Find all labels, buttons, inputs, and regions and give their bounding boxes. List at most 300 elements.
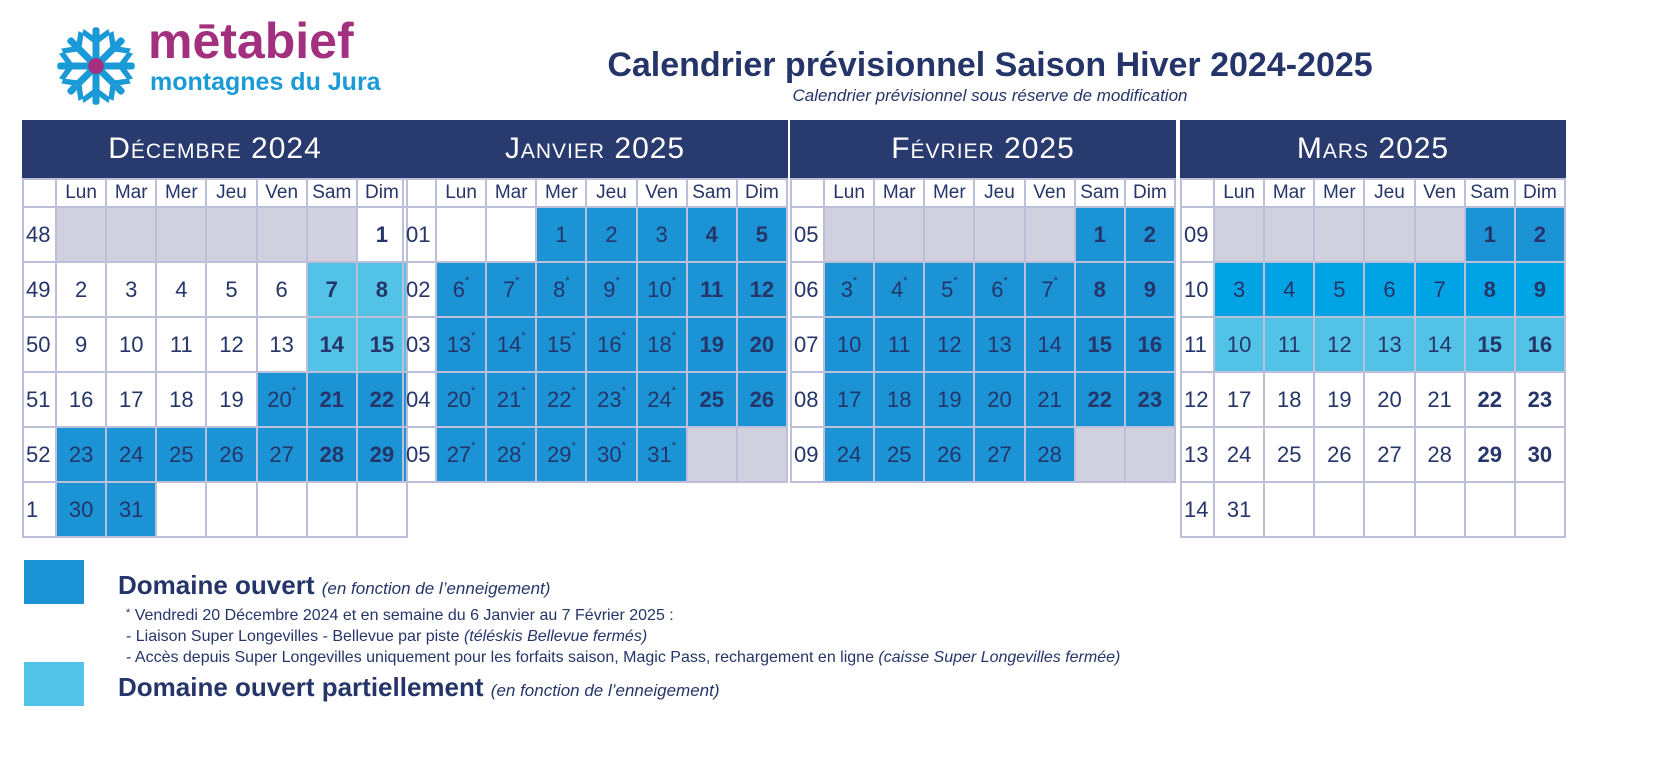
day-cell: 10 bbox=[106, 317, 156, 372]
weekday-header: Dim bbox=[357, 179, 407, 207]
day-cell: 27 bbox=[974, 427, 1024, 482]
day-cell: 2 bbox=[1515, 207, 1565, 262]
weekday-header: Lun bbox=[824, 179, 874, 207]
day-cell: 17 bbox=[1214, 372, 1264, 427]
day-cell: 23 bbox=[1125, 372, 1175, 427]
day-cell: 29 bbox=[357, 427, 407, 482]
weekday-header: Lun bbox=[56, 179, 106, 207]
day-cell bbox=[924, 262, 974, 317]
day-star-mark: * bbox=[291, 384, 297, 397]
weekday-header: Jeu bbox=[586, 179, 636, 207]
weekday-header: Mar bbox=[874, 179, 924, 207]
month-grid bbox=[402, 178, 788, 483]
day-cell: 2 bbox=[56, 262, 106, 317]
month-calendar bbox=[1180, 120, 1566, 538]
day-cell: 21 bbox=[1025, 372, 1075, 427]
day-cell: 10 bbox=[1214, 317, 1264, 372]
day-star-mark: * bbox=[671, 439, 677, 452]
day-cell: 16 bbox=[56, 372, 106, 427]
day-cell bbox=[824, 207, 874, 262]
weekday-header: Dim bbox=[1125, 179, 1175, 207]
month-calendar bbox=[790, 120, 1176, 483]
day-star-mark: * bbox=[853, 274, 858, 287]
week-number: 09 bbox=[791, 427, 824, 482]
legend-partial-note: (en fonction de l’enneigement) bbox=[490, 681, 720, 700]
day-cell bbox=[536, 317, 586, 372]
day-star-mark: * bbox=[465, 274, 470, 287]
week-number: 08 bbox=[791, 372, 824, 427]
day-cell: 18 bbox=[1264, 372, 1314, 427]
day-star-mark: * bbox=[565, 274, 570, 287]
weekday-header: Dim bbox=[1515, 179, 1565, 207]
day-cell: 24 bbox=[1214, 427, 1264, 482]
day-cell bbox=[536, 427, 586, 482]
day-cell: 19 bbox=[924, 372, 974, 427]
week-number: 51 bbox=[23, 372, 56, 427]
day-cell: 2 bbox=[586, 207, 636, 262]
day-star-mark: * bbox=[615, 274, 620, 287]
day-cell bbox=[156, 207, 206, 262]
day-cell: 10 bbox=[824, 317, 874, 372]
legend-open-title: Domaine ouvert bbox=[118, 570, 315, 600]
day-number: 5 bbox=[941, 276, 954, 302]
day-cell bbox=[1465, 482, 1515, 537]
day-cell: 15 bbox=[357, 317, 407, 372]
day-number: 8 bbox=[553, 276, 566, 302]
legend-partial bbox=[118, 672, 719, 703]
day-cell: 6 bbox=[257, 262, 307, 317]
day-cell: 13 bbox=[257, 317, 307, 372]
day-cell bbox=[56, 207, 106, 262]
weekday-header: Mar bbox=[106, 179, 156, 207]
week-row bbox=[403, 262, 787, 317]
day-number: 24 bbox=[647, 386, 672, 412]
week-row bbox=[1181, 372, 1565, 427]
day-cell bbox=[436, 317, 486, 372]
day-number: 16 bbox=[597, 331, 622, 357]
day-cell: 15 bbox=[1075, 317, 1125, 372]
day-cell: 3 bbox=[637, 207, 687, 262]
day-cell: 25 bbox=[156, 427, 206, 482]
day-cell: 14 bbox=[307, 317, 357, 372]
day-cell: 7 bbox=[1415, 262, 1465, 317]
legend-open-note: (en fonction de l’enneigement) bbox=[321, 579, 551, 598]
week-number: 10 bbox=[1181, 262, 1214, 317]
day-cell bbox=[486, 262, 536, 317]
day-cell: 28 bbox=[1025, 427, 1075, 482]
day-star-mark: * bbox=[1053, 274, 1058, 287]
day-cell: 29 bbox=[1465, 427, 1515, 482]
day-cell: 12 bbox=[737, 262, 787, 317]
legend-open-swatch bbox=[24, 560, 84, 604]
page-title: Calendrier prévisionnel Saison Hiver 2024-2025 bbox=[607, 46, 1373, 84]
day-number: 31 bbox=[647, 441, 672, 467]
month-title: Janvier 2025 bbox=[402, 120, 788, 178]
day-cell: 23 bbox=[1515, 372, 1565, 427]
weekday-header: Mar bbox=[1264, 179, 1314, 207]
note-1-text: Vendredi 20 Décembre 2024 et en semaine du 6 Janvier au 7 Février 2025 : bbox=[134, 607, 674, 624]
day-cell: 19 bbox=[206, 372, 256, 427]
week-number: 14 bbox=[1181, 482, 1214, 537]
week-number: 04 bbox=[403, 372, 436, 427]
day-cell: 12 bbox=[924, 317, 974, 372]
day-cell: 28 bbox=[1415, 427, 1465, 482]
page-subtitle: Calendrier prévisionnel sous réserve de modification bbox=[792, 86, 1188, 105]
day-cell: 11 bbox=[874, 317, 924, 372]
note-2-text: - Liaison Super Longevilles - Bellevue par piste bbox=[126, 628, 464, 645]
weekday-header: Sam bbox=[307, 179, 357, 207]
day-star-mark: * bbox=[953, 274, 958, 287]
day-number: 6 bbox=[991, 276, 1004, 302]
weekday-header: Lun bbox=[1214, 179, 1264, 207]
day-cell: 19 bbox=[1314, 372, 1364, 427]
weekday-header: Sam bbox=[1075, 179, 1125, 207]
day-cell: 6 bbox=[1364, 262, 1414, 317]
day-star-mark: * bbox=[471, 329, 476, 342]
day-star-mark: * bbox=[621, 439, 626, 452]
day-star-mark: * bbox=[521, 439, 526, 452]
day-cell bbox=[1075, 427, 1125, 482]
weekday-header-row bbox=[403, 179, 787, 207]
day-cell bbox=[436, 427, 486, 482]
week-number: 06 bbox=[791, 262, 824, 317]
note-3-italic: (caisse Super Longevilles fermée) bbox=[878, 649, 1121, 666]
week-row bbox=[791, 372, 1175, 427]
week-number: 01 bbox=[403, 207, 436, 262]
week-number: 48 bbox=[23, 207, 56, 262]
day-cell: 24 bbox=[824, 427, 874, 482]
day-cell bbox=[436, 372, 486, 427]
day-star-mark: * bbox=[903, 274, 908, 287]
day-cell bbox=[1515, 482, 1565, 537]
day-cell bbox=[486, 427, 536, 482]
day-cell: 3 bbox=[106, 262, 156, 317]
day-cell: 5 bbox=[206, 262, 256, 317]
day-number: 10 bbox=[647, 276, 672, 302]
week-row bbox=[23, 207, 407, 262]
month-title: Mars 2025 bbox=[1180, 120, 1566, 178]
weekday-header: Ven bbox=[1025, 179, 1075, 207]
day-cell bbox=[586, 372, 636, 427]
day-cell: 26 bbox=[924, 427, 974, 482]
day-star-mark: * bbox=[471, 439, 476, 452]
weekday-header: Jeu bbox=[974, 179, 1024, 207]
day-number: 18 bbox=[647, 331, 672, 357]
weekday-header-corner bbox=[791, 179, 824, 207]
week-number: 49 bbox=[23, 262, 56, 317]
note-line-3 bbox=[126, 647, 1120, 668]
week-row bbox=[1181, 427, 1565, 482]
week-number: 05 bbox=[403, 427, 436, 482]
day-cell bbox=[1415, 482, 1465, 537]
day-cell bbox=[206, 207, 256, 262]
day-cell: 1 bbox=[1465, 207, 1515, 262]
day-cell bbox=[1025, 207, 1075, 262]
day-cell bbox=[974, 207, 1024, 262]
day-cell: 25 bbox=[687, 372, 737, 427]
day-cell: 12 bbox=[206, 317, 256, 372]
week-row bbox=[403, 372, 787, 427]
week-row bbox=[1181, 482, 1565, 537]
day-cell bbox=[1314, 207, 1364, 262]
weekday-header-row bbox=[791, 179, 1175, 207]
day-cell bbox=[1264, 482, 1314, 537]
day-cell bbox=[637, 427, 687, 482]
day-cell: 1 bbox=[1075, 207, 1125, 262]
weekday-header: Mer bbox=[156, 179, 206, 207]
week-number: 11 bbox=[1181, 317, 1214, 372]
day-cell: 14 bbox=[1025, 317, 1075, 372]
note-2-italic: (téléskis Bellevue fermés) bbox=[463, 628, 648, 645]
day-star-mark: * bbox=[671, 329, 677, 342]
day-number: 20 bbox=[267, 386, 292, 412]
day-cell: 24 bbox=[106, 427, 156, 482]
weekday-header-corner bbox=[1181, 179, 1214, 207]
day-number: 15 bbox=[546, 331, 572, 357]
day-cell: 25 bbox=[1264, 427, 1314, 482]
weekday-header: Mer bbox=[536, 179, 586, 207]
day-cell bbox=[1214, 207, 1264, 262]
weekday-header: Sam bbox=[1465, 179, 1515, 207]
day-number: 30 bbox=[597, 441, 622, 467]
day-cell: 4 bbox=[1264, 262, 1314, 317]
note-3-text: - Accès depuis Super Longevilles uniquement pour les forfaits saison, Magic Pass, rechargement en ligne bbox=[126, 649, 879, 666]
note-star: * bbox=[126, 607, 131, 619]
day-cell: 13 bbox=[974, 317, 1024, 372]
week-row bbox=[1181, 317, 1565, 372]
logo-subtitle: montagnes du Jura bbox=[150, 68, 381, 96]
day-cell: 30 bbox=[1515, 427, 1565, 482]
week-row bbox=[1181, 262, 1565, 317]
day-number: 7 bbox=[502, 276, 516, 302]
weekday-header: Mer bbox=[924, 179, 974, 207]
day-number: 14 bbox=[496, 331, 522, 357]
day-number: 4 bbox=[890, 276, 904, 302]
day-cell bbox=[1025, 262, 1075, 317]
weekday-header-row bbox=[1181, 179, 1565, 207]
day-cell: 11 bbox=[156, 317, 206, 372]
day-star-mark: * bbox=[571, 384, 576, 397]
day-cell bbox=[924, 207, 974, 262]
day-star-mark: * bbox=[521, 329, 526, 342]
day-cell bbox=[486, 372, 536, 427]
day-star-mark: * bbox=[515, 274, 520, 287]
day-cell: 4 bbox=[156, 262, 206, 317]
day-star-mark: * bbox=[671, 274, 677, 287]
day-cell: 26 bbox=[206, 427, 256, 482]
day-cell: 1 bbox=[536, 207, 586, 262]
weekday-header-row bbox=[23, 179, 407, 207]
day-number: 3 bbox=[840, 276, 854, 302]
day-cell: 22 bbox=[1465, 372, 1515, 427]
day-cell bbox=[637, 262, 687, 317]
weekday-header: Jeu bbox=[206, 179, 256, 207]
day-cell bbox=[436, 262, 486, 317]
day-cell bbox=[257, 207, 307, 262]
day-cell: 30 bbox=[56, 482, 106, 537]
day-cell: 8 bbox=[357, 262, 407, 317]
day-cell: 5 bbox=[737, 207, 787, 262]
week-number: 12 bbox=[1181, 372, 1214, 427]
day-cell: 15 bbox=[1465, 317, 1515, 372]
day-cell bbox=[586, 262, 636, 317]
week-row bbox=[791, 207, 1175, 262]
day-cell: 20 bbox=[1364, 372, 1414, 427]
day-cell: 4 bbox=[687, 207, 737, 262]
day-cell bbox=[1364, 207, 1414, 262]
day-cell bbox=[156, 482, 206, 537]
weekday-header-corner bbox=[23, 179, 56, 207]
day-cell: 26 bbox=[737, 372, 787, 427]
day-cell: 23 bbox=[56, 427, 106, 482]
week-number: 1 bbox=[23, 482, 56, 537]
day-cell bbox=[307, 482, 357, 537]
day-number: 29 bbox=[546, 441, 572, 467]
day-cell: 9 bbox=[56, 317, 106, 372]
legend-open bbox=[118, 570, 550, 601]
day-cell: 5 bbox=[1314, 262, 1364, 317]
month-title: Février 2025 bbox=[790, 120, 1176, 178]
day-number: 6 bbox=[452, 276, 466, 302]
note-line-2 bbox=[126, 626, 1120, 647]
weekday-header: Jeu bbox=[1364, 179, 1414, 207]
day-cell: 14 bbox=[1415, 317, 1465, 372]
day-cell bbox=[357, 482, 407, 537]
day-cell: 3 bbox=[1214, 262, 1264, 317]
month-calendar bbox=[22, 120, 408, 538]
day-cell bbox=[874, 262, 924, 317]
day-cell bbox=[586, 317, 636, 372]
logo-name: mētabief bbox=[148, 13, 354, 69]
day-cell: 17 bbox=[824, 372, 874, 427]
day-cell bbox=[1364, 482, 1414, 537]
day-cell: 12 bbox=[1314, 317, 1364, 372]
day-number: 27 bbox=[446, 441, 472, 467]
day-number: 20 bbox=[446, 386, 472, 412]
day-cell bbox=[1415, 207, 1465, 262]
weekday-header: Mer bbox=[1314, 179, 1364, 207]
day-cell bbox=[536, 262, 586, 317]
snowflake-icon bbox=[52, 22, 140, 110]
day-cell: 31 bbox=[1214, 482, 1264, 537]
day-cell: 17 bbox=[106, 372, 156, 427]
weekday-header-corner bbox=[403, 179, 436, 207]
day-cell: 28 bbox=[307, 427, 357, 482]
day-cell: 16 bbox=[1515, 317, 1565, 372]
legend-partial-title: Domaine ouvert partiellement bbox=[118, 672, 484, 702]
day-cell: 1 bbox=[357, 207, 407, 262]
month-grid bbox=[790, 178, 1176, 483]
day-cell bbox=[486, 207, 536, 262]
day-cell: 21 bbox=[307, 372, 357, 427]
day-cell: 26 bbox=[1314, 427, 1364, 482]
day-star-mark: * bbox=[571, 439, 576, 452]
day-cell bbox=[1125, 427, 1175, 482]
month-title: Décembre 2024 bbox=[22, 120, 408, 178]
month-grid bbox=[22, 178, 408, 538]
day-cell bbox=[1314, 482, 1364, 537]
day-cell: 2 bbox=[1125, 207, 1175, 262]
week-row bbox=[23, 482, 407, 537]
day-cell bbox=[536, 372, 586, 427]
day-cell bbox=[206, 482, 256, 537]
day-cell: 22 bbox=[1075, 372, 1125, 427]
day-cell bbox=[874, 207, 924, 262]
day-cell bbox=[737, 427, 787, 482]
week-number: 05 bbox=[791, 207, 824, 262]
weekday-header: Ven bbox=[1415, 179, 1465, 207]
day-cell: 22 bbox=[357, 372, 407, 427]
week-row bbox=[791, 262, 1175, 317]
day-cell bbox=[974, 262, 1024, 317]
day-cell: 16 bbox=[1125, 317, 1175, 372]
day-cell: 31 bbox=[106, 482, 156, 537]
weekday-header: Lun bbox=[436, 179, 486, 207]
day-cell bbox=[436, 207, 486, 262]
week-row bbox=[23, 372, 407, 427]
day-cell: 19 bbox=[687, 317, 737, 372]
day-cell: 25 bbox=[874, 427, 924, 482]
weekday-header: Ven bbox=[257, 179, 307, 207]
day-cell: 9 bbox=[1515, 262, 1565, 317]
week-row bbox=[1181, 207, 1565, 262]
week-number: 02 bbox=[403, 262, 436, 317]
day-number: 21 bbox=[496, 386, 522, 412]
week-number: 09 bbox=[1181, 207, 1214, 262]
day-cell: 21 bbox=[1415, 372, 1465, 427]
day-cell: 20 bbox=[737, 317, 787, 372]
week-row bbox=[23, 317, 407, 372]
day-cell: 8 bbox=[1075, 262, 1125, 317]
week-row bbox=[403, 427, 787, 482]
month-calendar bbox=[402, 120, 788, 483]
day-number: 13 bbox=[446, 331, 472, 357]
week-row bbox=[403, 317, 787, 372]
week-row bbox=[403, 207, 787, 262]
week-row bbox=[23, 427, 407, 482]
day-star-mark: * bbox=[621, 329, 626, 342]
day-cell: 11 bbox=[687, 262, 737, 317]
day-star-mark: * bbox=[471, 384, 476, 397]
week-number: 13 bbox=[1181, 427, 1214, 482]
day-cell: 18 bbox=[874, 372, 924, 427]
day-number: 28 bbox=[496, 441, 522, 467]
week-number: 50 bbox=[23, 317, 56, 372]
weekday-header: Mar bbox=[486, 179, 536, 207]
legend-partial-swatch bbox=[24, 662, 84, 706]
day-cell bbox=[637, 317, 687, 372]
week-row bbox=[791, 317, 1175, 372]
legend-notes bbox=[126, 605, 1120, 668]
day-number: 22 bbox=[546, 386, 572, 412]
day-star-mark: * bbox=[571, 329, 576, 342]
day-cell bbox=[824, 262, 874, 317]
day-cell bbox=[1264, 207, 1314, 262]
day-cell: 27 bbox=[1364, 427, 1414, 482]
day-cell bbox=[307, 207, 357, 262]
day-cell: 18 bbox=[156, 372, 206, 427]
day-cell: 8 bbox=[1465, 262, 1515, 317]
day-star-mark: * bbox=[1003, 274, 1008, 287]
weekday-header: Dim bbox=[737, 179, 787, 207]
weekday-header: Sam bbox=[687, 179, 737, 207]
day-cell: 13 bbox=[1364, 317, 1414, 372]
day-cell bbox=[106, 207, 156, 262]
day-star-mark: * bbox=[671, 384, 677, 397]
day-cell: 9 bbox=[1125, 262, 1175, 317]
day-number: 23 bbox=[597, 386, 622, 412]
note-line-1 bbox=[126, 605, 1120, 626]
